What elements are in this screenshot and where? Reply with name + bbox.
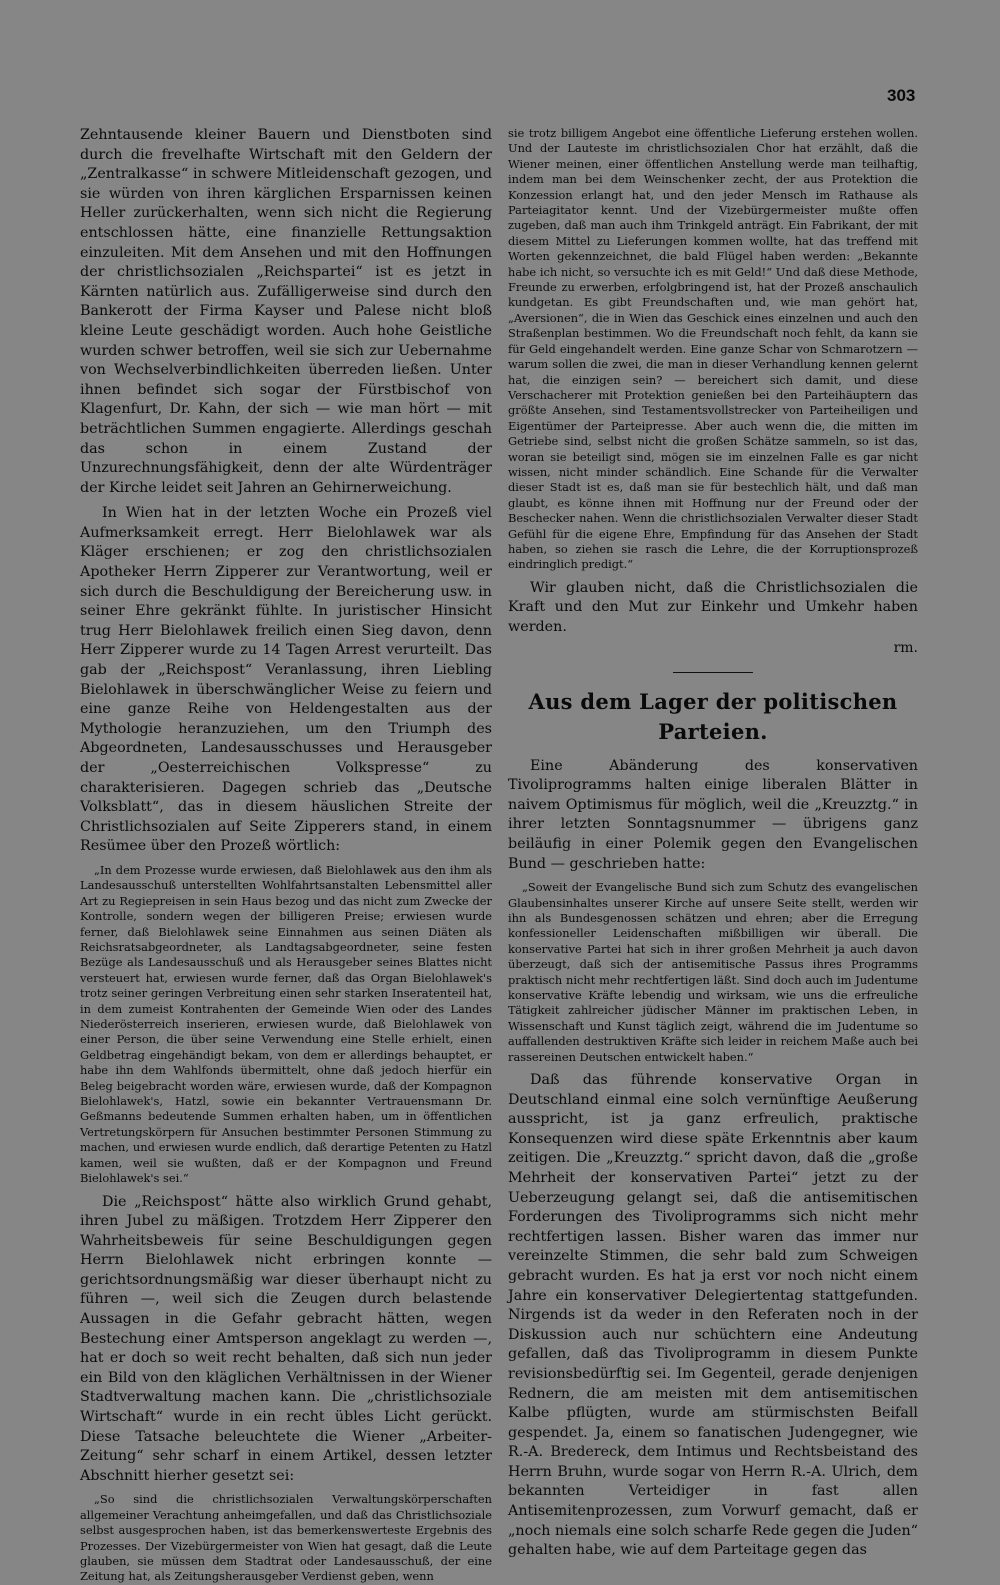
paragraph: In Wien hat in der letzten Woche ein Prozeß viel Aufmerksamkeit erregt. Herr Bielohlawek war als Kläger erschienen; er zog den christlichsozialen Apotheker Herrn Zipperer zur Verantwortung, weil er sich durch die Beschuldigung der Bereicherung usw. in seiner Ehre gekränkt fühlte. In juristischer Hinsicht trug Herr Bielohlawek freilich einen Sieg davon, denn Herr Zipperer wurde zu 14 Tagen Arrest verurteilt. Das gab der „Reichspost“ Veranlassung, ihren Liebling Bielohlawek in überschwänglicher Weise zu feiern und eine ganze Reihe von Heldengestalten aus der Mythologie heranzuziehen, um den Triumph des Abgeordneten, Landesausschusses und Herausgeber der „Oesterreichischen Volkspresse“ zu charakterisieren. Dagegen schrieb das „Deutsche Volksblatt“, das in diesem häuslichen Streite der Christlichsozialen auf Seite Zipperers stand, in einem Resümee über den Prozeß wörtlich: (80, 505, 492, 855)
block-quote: „Soweit der Evangelische Bund sich zum Schutz des evangelischen Glaubensinhaltes unserer Kirche auf unsere Seite stellt, werden wir ihn als Bundesgenossen schätzen und ehren; aber die Erregung konfessioneller Leidenschaften mißbilligen wir überall. Die konservative Partei hat sich in ihrer großen Mehrheit ja auch davon überzeugt, daß sich der antisemitische Passus ihres Programms praktisch nicht mehr rechtfertigen läßt. Sind doch auch im Judentume konservative Kräfte lebendig und wirksam, wie uns die erfreuliche Tätigkeit zahlreicher jüdischer Männer im praktischen Leben, in Wissenschaft und Kunst täglich zeigt, während die im Judentume so auffallenden destruktiven Kräfte sich leider in reichem Maße auch bei rassereinen Deutschen entwickelt haben.“ (508, 880, 918, 1064)
section-divider (673, 672, 753, 673)
block-quote: „So sind die christlichsozialen Verwaltungskörperschaften allgemeiner Verachtung anheimgefallen, und daß das Christlichsoziale selbst ausgesprochen haben, ist das bemerkenswerteste Ergebnis des Prozesses. Der Vizebürgermeister von Wien hat gesagt, daß die Leute glauben, sie müssen dem Stadtrat oder Landesausschuß, der eine Zeitung hat, als Zeitungsherausgeber Verdienst geben, wenn (80, 1492, 492, 1584)
author-signature: rm. (893, 639, 918, 656)
paragraph: Eine Abänderung des konservativen Tivoliprogramms halten einige liberalen Blätter in naivem Optimismus für möglich, weil die „Kreuzztg.“ in ihrer letzten Sonntagsnummer — übrigens ganz beiläufig in einer Polemik gegen den Evangelischen Bund — geschrieben hatte: (508, 757, 918, 872)
section-heading: Aus dem Lager der politischen Parteien. (528, 688, 898, 744)
paragraph: Zehntausende kleiner Bauern und Dienstboten sind durch die frevelhafte Wirtschaft mit den Geldern der „Zentralkasse“ in schwere Mitleidenschaft gezogen, und sie würden von ihren kärglichen Ersparnissen keinen Heller zurückerhalten, wenn sich nicht die Regierung entschlossen hätte, eine finanzielle Rettungsaktion einzuleiten. Mit dem Ansehen und mit den Hoffnungen der christlichsozialen „Reichspartei“ ist es jetzt in Kärnten natürlich aus. Zufälligerweise sind durch den Bankerott der Firma Kayser und Palese nicht bloß kleine Leute geschädigt worden. Auch hohe Geistliche wurden schwer betroffen, weil sie sich zur Uebernahme von Wechselverbindlichkeiten überreden ließen. Unter ihnen befindet sich sogar der Fürstbischof von Klagenfurt, Dr. Kahn, der sich — wie man hört — mit beträchtlichen Summen engagierte. Allerdings geschah das schon in einem Zustand der Unzurechnungsfähigkeit, denn der alte Würdenträger der Kirche leidet seit Jahren an Gehirnerweichung. (80, 127, 492, 496)
paragraph: Daß das führende konservative Organ in Deutschland einmal eine solch vernünftige Aeußerung ausspricht, ist ja ganz erfreulich, praktische Konsequenzen wird diese späte Erkenntnis aber kaum zeitigen. Die „Kreuzztg.“ spricht davon, daß die „große Mehrheit der konservativen Partei“ jetzt zu der Ueberzeugung gelangt sei, daß die antisemitischen Forderungen des Tivoliprogramms sich nicht mehr rechtfertigen lassen. Bisher waren das immer nur vereinzelte Stimmen, die sehr bald zum Schweigen gebracht wurden. Es hat ja erst vor noch nicht einem Jahre ein konservativer Delegiertentag stattgefunden. Nirgends ist da weder in den Referaten noch in der Diskussion auch nur schüchtern eine Andeutung gefallen, daß das Tivoliprogramm in diesem Punkte revisionsbedürftig sei. Im Gegenteil, gerade denjenigen Rednern, die am meisten mit dem antisemitischen Kalbe pflügten, wurde am stürmischsten Beifall gespendet. Ja, einem so fanatischen Judengegner, wie R.-A. Bredereck, dem Intimus und Rechtsbeistand des Herrn Bruhn, wurde sogar von Herrn R.-A. Ulrich, dem bekannten Verteidiger in fast allen Antisemitenprozessen, zum Vorwurf gemacht, daß er „noch niemals eine solch scharfe Rede gegen die Juden“ gehalten habe, wie auf dem Parteitage gegen das (508, 1072, 918, 1559)
paragraph: Wir glauben nicht, daß die Christlichsozialen die Kraft und den Mut zur Einkehr und Umkehr haben werden. (508, 579, 918, 635)
page-number: 303 (887, 86, 916, 105)
right-column (508, 126, 918, 1561)
block-quote: sie trotz billigem Angebot eine öffentliche Lieferung erstehen wollen. Und der Lauteste im christlichsozialen Chor hat erzählt, daß die Wiener meinen, einer öffentlichen Anstellung werde man teilhaftig, indem man bei dem Weinschenker zecht, der aus Protektion die Konzession erlangt hat, und den jeder Mensch im Rathause als Parteiagitator kennt. Und der Vizebürgermeister mußte offen zugeben, daß man auch ihm Trinkgeld anträgt. Ein Fabrikant, der mit diesem Mittel zu Lieferungen kommen wollte, hat das treffend mit Worten gekennzeichnet, die bald Flügel haben werden: „Bekannte habe ich nicht, so versuchte ich es mit Geld!“ Und daß diese Methode, Freunde zu erwerben, erfolgbringend ist, hat der Prozeß anschaulich kundgetan. Es gibt Freundschaften und, wie man gehört hat, „Aversionen“, die in Wien das Geschick eines einzelnen und auch den Straßenplan bestimmen. Wo die Freundschaft noch fehlt, da kann sie für Geld eingehandelt werden. Eine ganze Schar von Schmarotzern — warum sollen die zwei, die man in dieser Verhandlung kennen gelernt hat, die einzigen sein? — bereichert sich damit, und diese Verschacherer mit Protektion genießen bei den Parteihäuptern das größte Ansehen, sind Testamentsvollstrecker von Parteiheiligen und Eigentümer der Parteipresse. Aber auch wenn die, die mitten im Getriebe sind, selbst nicht die großen Schätze sammeln, so ist das, woran sie beteiligt sind, mögen sie im einzelnen Falle es gar nicht wissen, nicht minder schändlich. Eine Schande für die Verwalter dieser Stadt ist es, daß man sie für bestechlich hält, und daß man glaubt, es könne ihnen mit Hoffnung nur der Freund oder der Beschecker nahen. Wenn die christlichsozialen Verwalter dieser Stadt Gefühl für die eigene Ehre, Empfindung für das Ansehen der Stadt haben, so ziehen sie rasch die Lehre, die der Korruptionsprozeß eindringlich predigt.“ (508, 126, 918, 572)
paragraph: Die „Reichspost“ hätte also wirklich Grund gehabt, ihren Jubel zu mäßigen. Trotzdem Herr Zipperer den Wahrheitsbeweis für seine Beschuldigungen gegen Herrn Bielohlawek nicht erbringen konnte — gerichtsordnungsmäßig war dieser überhaupt nicht zu führen —, weil sich die Zeugen durch belastende Aussagen in die Gefahr gebracht hätten, wegen Bestechung einer Amtsperson angeklagt zu werden —, hat er doch so weit recht behalten, daß sich nun jeder ein Bild von den kläglichen Verhältnissen in der Wiener Stadtverwaltung machen kann. Die „christlichsoziale Wirtschaft“ wurde in ein recht übles Licht gerückt. Diese Tatsache beleuchtete die Wiener „Arbeiter-Zeitung“ sehr scharf in einem Artikel, dessen letzter Abschnitt hierher gesetzt sei: (80, 1193, 492, 1484)
block-quote: „In dem Prozesse wurde erwiesen, daß Bielohlawek aus den ihm als Landesausschuß unterstellten Wohlfahrtsanstalten Lebensmittel aller Art zu Regiepreisen in sein Haus bezog und das nicht zum Zwecke der Kontrolle, sondern wegen der billigeren Preise; erwiesen wurde ferner, daß Bielohlawek seine Einnahmen aus seinen Diäten als Reichsratsabgeordneter, als Landtagsabgeordneter, seine festen Bezüge als Landesausschuß und als Herausgeber seines Blattes nicht versteuert hat, erwiesen wurde ferner, daß das Organ Bielohlawek's trotz seiner geringen Verbreitung einen sehr starken Inseratenteil hat, in dem zumeist Kontrahenten der Gemeinde Wien oder des Landes Niederösterreich inserieren, erwiesen wurde, daß Bielohlawek von einer Person, die über seine Verwendung eine Stelle erhielt, einen Geldbetrag eingehändigt bekam, von dem er allerdings behauptet, er habe ihn dem Wahlfonds übermittelt, ohne daß jedoch hierfür ein Beleg beigebracht worden wäre, erwiesen wurde, daß der Kompagnon Bielohlawek's, Hatzl, sowie ein bekannter Vertrauensmann Dr. Geßmanns bedeutende Summen erhalten haben, um in öffentlichen Vertretungskörpern für Ansuchen bestimmter Personen Stimmung zu machen, und erwiesen wurde endlich, daß derartige Petenten zu Hatzl kamen, weil sie wußten, daß er der Kompagnon und Freund Bielohlawek's sei.“ (80, 862, 492, 1186)
left-column (80, 126, 492, 1585)
